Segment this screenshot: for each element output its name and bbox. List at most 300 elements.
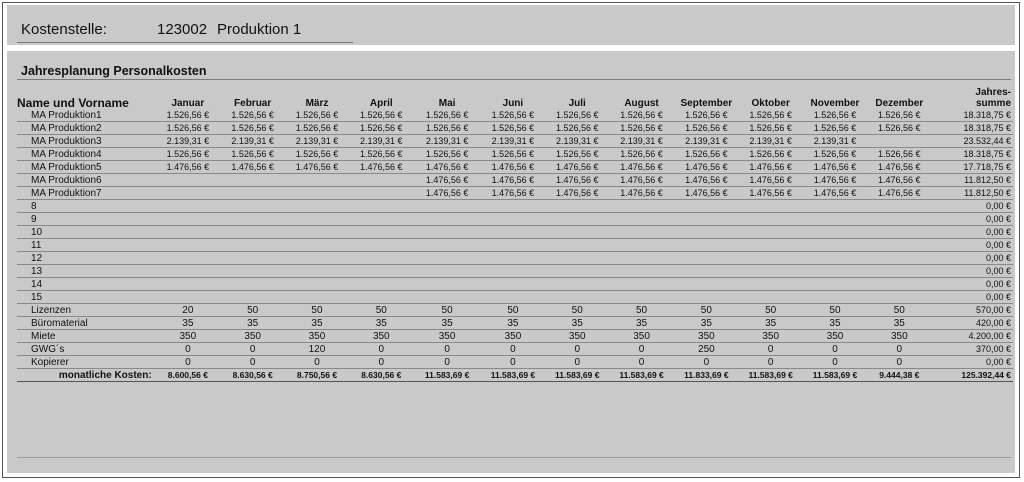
month-value-cell[interactable] bbox=[480, 213, 545, 226]
month-value-cell[interactable] bbox=[480, 239, 545, 252]
month-value-cell[interactable]: 35 bbox=[480, 317, 545, 330]
month-value-cell[interactable]: 350 bbox=[480, 330, 545, 343]
month-value-cell[interactable]: 1.526,56 € bbox=[480, 148, 545, 161]
month-value-cell[interactable]: 2.139,31 € bbox=[349, 135, 414, 148]
month-value-cell[interactable]: 0 bbox=[609, 356, 674, 369]
month-value-cell[interactable] bbox=[285, 239, 348, 252]
month-value-cell[interactable]: 35 bbox=[867, 317, 931, 330]
row-name-cell[interactable]: 9 bbox=[17, 213, 156, 226]
month-value-cell[interactable]: 1.476,56 € bbox=[285, 161, 348, 174]
cost-center-label: Kostenstelle: bbox=[21, 21, 107, 38]
annual-sum-cell: 125.392,44 € bbox=[931, 369, 1013, 382]
month-value-cell[interactable]: 2.139,31 € bbox=[480, 135, 545, 148]
month-value-cell[interactable]: 0 bbox=[349, 343, 414, 356]
month-value-cell[interactable]: 35 bbox=[546, 317, 609, 330]
month-value-cell[interactable]: 2.139,31 € bbox=[674, 135, 738, 148]
month-value-cell[interactable]: 50 bbox=[803, 304, 867, 317]
month-value-cell[interactable] bbox=[285, 265, 348, 278]
month-value-cell[interactable]: 1.476,56 € bbox=[414, 187, 480, 200]
month-value-cell[interactable]: 350 bbox=[156, 330, 220, 343]
month-value-cell[interactable]: 0 bbox=[480, 356, 545, 369]
month-value-cell[interactable] bbox=[480, 252, 545, 265]
month-value-cell[interactable]: 1.476,56 € bbox=[414, 174, 480, 187]
month-value-cell[interactable]: 250 bbox=[674, 343, 738, 356]
month-value-cell[interactable]: 1.476,56 € bbox=[546, 161, 609, 174]
month-value-cell[interactable]: 2.139,31 € bbox=[739, 135, 803, 148]
month-value-cell[interactable]: 1.476,56 € bbox=[739, 187, 803, 200]
month-value-cell[interactable] bbox=[285, 226, 348, 239]
month-value-cell[interactable]: 0 bbox=[674, 356, 738, 369]
month-value-cell[interactable]: 0 bbox=[739, 343, 803, 356]
month-value-cell[interactable] bbox=[220, 278, 285, 291]
employee-row bbox=[17, 200, 1013, 213]
month-value-cell[interactable] bbox=[803, 200, 867, 213]
row-name-cell[interactable]: 14 bbox=[17, 278, 156, 291]
month-value-cell[interactable]: 350 bbox=[285, 330, 348, 343]
month-value-cell[interactable]: 50 bbox=[220, 304, 285, 317]
month-value-cell[interactable] bbox=[803, 213, 867, 226]
month-value-cell[interactable]: 11.583,69 € bbox=[414, 369, 480, 382]
month-value-cell[interactable] bbox=[349, 291, 414, 304]
month-value-cell[interactable]: 1.526,56 € bbox=[803, 148, 867, 161]
month-value-cell[interactable]: 1.476,56 € bbox=[674, 187, 738, 200]
month-value-cell[interactable]: 1.526,56 € bbox=[674, 109, 738, 122]
month-value-cell[interactable] bbox=[220, 239, 285, 252]
month-value-cell[interactable]: 1.526,56 € bbox=[867, 122, 931, 135]
month-value-cell[interactable]: 1.476,56 € bbox=[609, 174, 674, 187]
row-name-cell[interactable]: 11 bbox=[17, 239, 156, 252]
month-value-cell[interactable] bbox=[156, 200, 220, 213]
month-value-cell[interactable] bbox=[349, 226, 414, 239]
month-value-cell[interactable]: 50 bbox=[546, 304, 609, 317]
month-value-cell[interactable] bbox=[867, 200, 931, 213]
month-value-cell[interactable] bbox=[867, 226, 931, 239]
row-name-cell[interactable]: GWG´s bbox=[17, 343, 156, 356]
month-value-cell[interactable] bbox=[220, 174, 285, 187]
annual-sum-cell: 18.318,75 € bbox=[931, 148, 1013, 161]
month-value-cell[interactable] bbox=[803, 239, 867, 252]
month-value-cell[interactable] bbox=[156, 174, 220, 187]
month-value-cell[interactable]: 1.526,56 € bbox=[609, 122, 674, 135]
month-value-cell[interactable] bbox=[285, 213, 348, 226]
month-value-cell[interactable]: 0 bbox=[803, 356, 867, 369]
annual-sum-cell: 0,00 € bbox=[931, 265, 1013, 278]
month-value-cell[interactable] bbox=[803, 291, 867, 304]
employee-row bbox=[17, 291, 1013, 304]
cost-row bbox=[17, 304, 1013, 317]
month-value-cell[interactable]: 1.526,56 € bbox=[739, 109, 803, 122]
month-value-cell[interactable] bbox=[803, 265, 867, 278]
month-value-cell[interactable]: 0 bbox=[480, 343, 545, 356]
month-value-cell[interactable] bbox=[220, 213, 285, 226]
month-value-cell[interactable] bbox=[803, 278, 867, 291]
month-value-cell[interactable] bbox=[156, 239, 220, 252]
month-value-cell[interactable]: 1.476,56 € bbox=[867, 187, 931, 200]
month-value-cell[interactable] bbox=[674, 252, 738, 265]
month-value-cell[interactable]: 50 bbox=[867, 304, 931, 317]
month-value-cell[interactable]: 50 bbox=[414, 304, 480, 317]
month-value-cell[interactable] bbox=[739, 213, 803, 226]
month-value-cell[interactable]: 350 bbox=[867, 330, 931, 343]
month-value-cell[interactable] bbox=[674, 226, 738, 239]
month-value-cell[interactable]: 0 bbox=[349, 356, 414, 369]
month-value-cell[interactable] bbox=[867, 252, 931, 265]
employee-row bbox=[17, 239, 1013, 252]
month-value-cell[interactable] bbox=[480, 226, 545, 239]
month-value-cell[interactable] bbox=[739, 291, 803, 304]
month-value-cell[interactable]: 2.139,31 € bbox=[414, 135, 480, 148]
month-value-cell[interactable]: 1.526,56 € bbox=[220, 122, 285, 135]
month-value-cell[interactable]: 0 bbox=[609, 343, 674, 356]
month-value-cell[interactable]: 0 bbox=[220, 343, 285, 356]
month-value-cell[interactable] bbox=[609, 200, 674, 213]
annual-sum-cell: 4.200,00 € bbox=[931, 330, 1013, 343]
month-value-cell[interactable]: 0 bbox=[803, 343, 867, 356]
month-value-cell[interactable] bbox=[867, 291, 931, 304]
col-header-month: Februar bbox=[234, 98, 272, 109]
month-value-cell[interactable]: 8.750,56 € bbox=[285, 369, 348, 382]
month-value-cell[interactable] bbox=[414, 213, 480, 226]
month-value-cell[interactable] bbox=[739, 239, 803, 252]
row-name-cell[interactable]: 8 bbox=[17, 200, 156, 213]
month-value-cell[interactable] bbox=[414, 226, 480, 239]
month-value-cell[interactable]: 350 bbox=[674, 330, 738, 343]
month-value-cell[interactable] bbox=[674, 265, 738, 278]
month-value-cell[interactable] bbox=[156, 187, 220, 200]
month-value-cell[interactable]: 0 bbox=[739, 356, 803, 369]
month-value-cell[interactable]: 1.476,56 € bbox=[220, 161, 285, 174]
annual-sum-cell: 0,00 € bbox=[931, 226, 1013, 239]
month-value-cell[interactable]: 1.526,56 € bbox=[156, 109, 220, 122]
month-value-cell[interactable] bbox=[414, 278, 480, 291]
month-value-cell[interactable]: 1.526,56 € bbox=[349, 109, 414, 122]
month-value-cell[interactable] bbox=[220, 291, 285, 304]
month-value-cell[interactable]: 1.526,56 € bbox=[414, 148, 480, 161]
month-value-cell[interactable]: 50 bbox=[349, 304, 414, 317]
annual-sum-cell: 18.318,75 € bbox=[931, 122, 1013, 135]
month-value-cell[interactable] bbox=[546, 239, 609, 252]
month-value-cell[interactable] bbox=[480, 278, 545, 291]
month-value-cell[interactable]: 2.139,31 € bbox=[220, 135, 285, 148]
row-name-cell[interactable]: 15 bbox=[17, 291, 156, 304]
row-name-cell[interactable]: 12 bbox=[17, 252, 156, 265]
month-value-cell[interactable] bbox=[414, 200, 480, 213]
col-header-month: Juli bbox=[568, 98, 586, 109]
month-value-cell[interactable] bbox=[867, 135, 931, 148]
personnel-cost-panel bbox=[7, 51, 1015, 473]
month-value-cell[interactable]: 0 bbox=[867, 356, 931, 369]
month-value-cell[interactable]: 1.526,56 € bbox=[220, 148, 285, 161]
month-value-cell[interactable]: 1.476,56 € bbox=[480, 161, 545, 174]
month-value-cell[interactable]: 2.139,31 € bbox=[609, 135, 674, 148]
month-value-cell[interactable]: 350 bbox=[349, 330, 414, 343]
month-value-cell[interactable] bbox=[609, 252, 674, 265]
month-value-cell[interactable]: 120 bbox=[285, 343, 348, 356]
month-value-cell[interactable]: 35 bbox=[414, 317, 480, 330]
month-value-cell[interactable]: 1.526,56 € bbox=[285, 122, 348, 135]
cost-center-code[interactable]: 123002 bbox=[157, 21, 208, 38]
month-value-cell[interactable] bbox=[220, 187, 285, 200]
month-value-cell[interactable]: 0 bbox=[156, 356, 220, 369]
month-value-cell[interactable]: 35 bbox=[674, 317, 738, 330]
row-name-cell[interactable]: Büromaterial bbox=[17, 317, 156, 330]
month-value-cell[interactable] bbox=[546, 265, 609, 278]
cost-center-name[interactable]: Produktion 1 bbox=[217, 21, 302, 38]
annual-sum-cell: 23.532,44 € bbox=[931, 135, 1013, 148]
month-value-cell[interactable] bbox=[609, 278, 674, 291]
row-name-cell[interactable]: MA Produktion7 bbox=[17, 187, 156, 200]
month-value-cell[interactable] bbox=[480, 200, 545, 213]
employee-row bbox=[17, 252, 1013, 265]
month-value-cell[interactable] bbox=[156, 278, 220, 291]
month-value-cell[interactable] bbox=[349, 187, 414, 200]
month-value-cell[interactable]: 1.526,56 € bbox=[349, 148, 414, 161]
month-value-cell[interactable] bbox=[546, 213, 609, 226]
month-value-cell[interactable]: 1.476,56 € bbox=[609, 187, 674, 200]
month-value-cell[interactable] bbox=[803, 226, 867, 239]
month-value-cell[interactable]: 1.526,56 € bbox=[739, 148, 803, 161]
month-value-cell[interactable]: 1.476,56 € bbox=[480, 174, 545, 187]
row-name-cell[interactable]: MA Produktion6 bbox=[17, 174, 156, 187]
month-value-cell[interactable]: 1.526,56 € bbox=[546, 122, 609, 135]
month-value-cell[interactable]: 8.600,56 € bbox=[156, 369, 220, 382]
month-value-cell[interactable] bbox=[546, 291, 609, 304]
month-value-cell[interactable]: 50 bbox=[739, 304, 803, 317]
month-value-cell[interactable] bbox=[220, 252, 285, 265]
month-value-cell[interactable] bbox=[739, 200, 803, 213]
month-value-cell[interactable]: 1.476,56 € bbox=[739, 174, 803, 187]
month-value-cell[interactable]: 35 bbox=[349, 317, 414, 330]
month-value-cell[interactable] bbox=[220, 265, 285, 278]
month-value-cell[interactable] bbox=[609, 291, 674, 304]
month-value-cell[interactable] bbox=[414, 291, 480, 304]
month-value-cell[interactable] bbox=[349, 200, 414, 213]
month-value-cell[interactable]: 1.476,56 € bbox=[867, 161, 931, 174]
month-value-cell[interactable] bbox=[609, 265, 674, 278]
month-value-cell[interactable]: 1.476,56 € bbox=[156, 161, 220, 174]
month-value-cell[interactable]: 11.583,69 € bbox=[546, 369, 609, 382]
month-value-cell[interactable]: 1.476,56 € bbox=[674, 174, 738, 187]
annual-sum-cell: 11.812,50 € bbox=[931, 187, 1013, 200]
month-value-cell[interactable]: 1.526,56 € bbox=[285, 109, 348, 122]
row-name-cell[interactable]: MA Produktion1 bbox=[17, 109, 156, 122]
row-name-cell[interactable]: 10 bbox=[17, 226, 156, 239]
month-value-cell[interactable]: 1.476,56 € bbox=[803, 161, 867, 174]
month-value-cell[interactable]: 0 bbox=[285, 356, 348, 369]
month-value-cell[interactable]: 1.526,56 € bbox=[867, 148, 931, 161]
month-value-cell[interactable]: 0 bbox=[546, 343, 609, 356]
month-value-cell[interactable] bbox=[156, 226, 220, 239]
month-value-cell[interactable] bbox=[480, 265, 545, 278]
month-value-cell[interactable] bbox=[349, 265, 414, 278]
month-value-cell[interactable]: 350 bbox=[414, 330, 480, 343]
month-value-cell[interactable]: 0 bbox=[867, 343, 931, 356]
month-value-cell[interactable]: 1.476,56 € bbox=[414, 161, 480, 174]
month-value-cell[interactable]: 1.526,56 € bbox=[480, 109, 545, 122]
month-value-cell[interactable] bbox=[867, 265, 931, 278]
month-value-cell[interactable]: 1.526,56 € bbox=[674, 148, 738, 161]
month-value-cell[interactable] bbox=[867, 239, 931, 252]
month-value-cell[interactable]: 1.526,56 € bbox=[674, 122, 738, 135]
month-value-cell[interactable] bbox=[349, 278, 414, 291]
month-value-cell[interactable] bbox=[609, 213, 674, 226]
employee-row bbox=[17, 187, 1013, 200]
month-value-cell[interactable] bbox=[156, 213, 220, 226]
month-value-cell[interactable] bbox=[739, 278, 803, 291]
month-value-cell[interactable]: 50 bbox=[609, 304, 674, 317]
month-value-cell[interactable] bbox=[414, 239, 480, 252]
month-value-cell[interactable]: 35 bbox=[285, 317, 348, 330]
month-value-cell[interactable]: 1.476,56 € bbox=[867, 174, 931, 187]
month-value-cell[interactable]: 350 bbox=[546, 330, 609, 343]
month-value-cell[interactable]: 2.139,31 € bbox=[803, 135, 867, 148]
month-value-cell[interactable]: 1.476,56 € bbox=[349, 161, 414, 174]
month-value-cell[interactable] bbox=[349, 174, 414, 187]
month-value-cell[interactable]: 1.526,56 € bbox=[156, 122, 220, 135]
month-value-cell[interactable]: 1.526,56 € bbox=[546, 148, 609, 161]
month-value-cell[interactable] bbox=[803, 252, 867, 265]
month-value-cell[interactable]: 1.476,56 € bbox=[480, 187, 545, 200]
month-value-cell[interactable] bbox=[480, 291, 545, 304]
row-name-cell[interactable]: Miete bbox=[17, 330, 156, 343]
month-value-cell[interactable] bbox=[609, 226, 674, 239]
month-value-cell[interactable]: 11.583,69 € bbox=[803, 369, 867, 382]
month-value-cell[interactable] bbox=[546, 200, 609, 213]
month-value-cell[interactable]: 50 bbox=[674, 304, 738, 317]
month-value-cell[interactable]: 1.526,56 € bbox=[609, 148, 674, 161]
month-value-cell[interactable]: 1.526,56 € bbox=[803, 109, 867, 122]
row-name-cell[interactable]: MA Produktion4 bbox=[17, 148, 156, 161]
month-value-cell[interactable] bbox=[546, 252, 609, 265]
month-value-cell[interactable]: 1.526,56 € bbox=[349, 122, 414, 135]
row-name-cell[interactable]: MA Produktion5 bbox=[17, 161, 156, 174]
month-value-cell[interactable]: 0 bbox=[414, 343, 480, 356]
row-name-cell[interactable]: 13 bbox=[17, 265, 156, 278]
month-value-cell[interactable]: 1.476,56 € bbox=[546, 174, 609, 187]
month-value-cell[interactable]: 11.583,69 € bbox=[609, 369, 674, 382]
month-value-cell[interactable] bbox=[609, 239, 674, 252]
month-value-cell[interactable] bbox=[674, 291, 738, 304]
employee-row bbox=[17, 148, 1013, 161]
month-value-cell[interactable]: 8.630,56 € bbox=[349, 369, 414, 382]
month-value-cell[interactable] bbox=[285, 291, 348, 304]
month-value-cell[interactable] bbox=[285, 174, 348, 187]
month-value-cell[interactable]: 1.526,56 € bbox=[803, 122, 867, 135]
month-value-cell[interactable] bbox=[739, 252, 803, 265]
month-value-cell[interactable]: 0 bbox=[546, 356, 609, 369]
month-value-cell[interactable]: 1.526,56 € bbox=[414, 109, 480, 122]
month-value-cell[interactable] bbox=[546, 278, 609, 291]
month-value-cell[interactable]: 1.476,56 € bbox=[546, 187, 609, 200]
month-value-cell[interactable]: 50 bbox=[480, 304, 545, 317]
month-value-cell[interactable]: 0 bbox=[156, 343, 220, 356]
month-value-cell[interactable] bbox=[285, 278, 348, 291]
month-value-cell[interactable] bbox=[285, 200, 348, 213]
month-value-cell[interactable] bbox=[674, 239, 738, 252]
month-value-cell[interactable] bbox=[285, 187, 348, 200]
month-value-cell[interactable]: 35 bbox=[220, 317, 285, 330]
month-value-cell[interactable] bbox=[349, 239, 414, 252]
row-name-cell[interactable]: Lizenzen bbox=[17, 304, 156, 317]
month-value-cell[interactable]: 1.526,56 € bbox=[739, 122, 803, 135]
month-value-cell[interactable] bbox=[220, 200, 285, 213]
month-value-cell[interactable] bbox=[674, 200, 738, 213]
month-value-cell[interactable]: 350 bbox=[220, 330, 285, 343]
month-value-cell[interactable] bbox=[867, 213, 931, 226]
month-value-cell[interactable] bbox=[349, 252, 414, 265]
month-value-cell[interactable]: 1.476,56 € bbox=[609, 161, 674, 174]
month-value-cell[interactable]: 1.526,56 € bbox=[220, 109, 285, 122]
month-value-cell[interactable]: 50 bbox=[285, 304, 348, 317]
month-value-cell[interactable]: 9.444,38 € bbox=[867, 369, 931, 382]
month-value-cell[interactable]: 35 bbox=[803, 317, 867, 330]
month-value-cell[interactable]: 1.526,56 € bbox=[414, 122, 480, 135]
month-value-cell[interactable] bbox=[674, 213, 738, 226]
row-name-cell[interactable]: MA Produktion3 bbox=[17, 135, 156, 148]
month-value-cell[interactable] bbox=[156, 291, 220, 304]
month-value-cell[interactable] bbox=[674, 278, 738, 291]
month-value-cell[interactable]: 1.476,56 € bbox=[803, 187, 867, 200]
month-value-cell[interactable]: 8.630,56 € bbox=[220, 369, 285, 382]
month-value-cell[interactable] bbox=[546, 226, 609, 239]
month-value-cell[interactable] bbox=[414, 252, 480, 265]
month-value-cell[interactable] bbox=[285, 252, 348, 265]
month-value-cell[interactable]: 35 bbox=[156, 317, 220, 330]
month-value-cell[interactable]: 11.583,69 € bbox=[480, 369, 545, 382]
month-value-cell[interactable]: 1.526,56 € bbox=[156, 148, 220, 161]
month-value-cell[interactable] bbox=[220, 226, 285, 239]
row-name-cell[interactable]: MA Produktion2 bbox=[17, 122, 156, 135]
employee-row bbox=[17, 174, 1013, 187]
month-value-cell[interactable]: 1.476,56 € bbox=[674, 161, 738, 174]
row-name-cell[interactable]: monatliche Kosten: bbox=[17, 369, 156, 382]
month-value-cell[interactable]: 1.526,56 € bbox=[609, 109, 674, 122]
month-value-cell[interactable] bbox=[739, 226, 803, 239]
month-value-cell[interactable]: 1.526,56 € bbox=[285, 148, 348, 161]
month-value-cell[interactable] bbox=[349, 213, 414, 226]
month-value-cell[interactable]: 11.833,69 € bbox=[674, 369, 738, 382]
month-value-cell[interactable]: 1.526,56 € bbox=[480, 122, 545, 135]
section-title: Jahresplanung Personalkosten bbox=[21, 64, 207, 78]
row-name-cell[interactable]: Kopierer bbox=[17, 356, 156, 369]
month-value-cell[interactable]: 1.526,56 € bbox=[546, 109, 609, 122]
month-value-cell[interactable]: 350 bbox=[803, 330, 867, 343]
month-value-cell[interactable]: 2.139,31 € bbox=[285, 135, 348, 148]
month-value-cell[interactable]: 1.526,56 € bbox=[867, 109, 931, 122]
month-value-cell[interactable] bbox=[739, 265, 803, 278]
month-value-cell[interactable]: 0 bbox=[220, 356, 285, 369]
window-frame bbox=[2, 2, 1020, 478]
month-value-cell[interactable]: 2.139,31 € bbox=[156, 135, 220, 148]
month-value-cell[interactable] bbox=[867, 278, 931, 291]
cost-center-header bbox=[7, 5, 1015, 45]
month-value-cell[interactable]: 350 bbox=[609, 330, 674, 343]
month-value-cell[interactable]: 11.583,69 € bbox=[739, 369, 803, 382]
month-value-cell[interactable]: 1.476,56 € bbox=[739, 161, 803, 174]
month-value-cell[interactable]: 35 bbox=[739, 317, 803, 330]
month-value-cell[interactable]: 0 bbox=[414, 356, 480, 369]
month-value-cell[interactable] bbox=[156, 252, 220, 265]
month-value-cell[interactable] bbox=[414, 265, 480, 278]
employee-row bbox=[17, 109, 1013, 122]
month-value-cell[interactable]: 35 bbox=[609, 317, 674, 330]
annual-sum-cell: 11.812,50 € bbox=[931, 174, 1013, 187]
month-value-cell[interactable] bbox=[156, 265, 220, 278]
month-value-cell[interactable]: 350 bbox=[739, 330, 803, 343]
month-value-cell[interactable]: 20 bbox=[156, 304, 220, 317]
month-value-cell[interactable]: 1.476,56 € bbox=[803, 174, 867, 187]
month-value-cell[interactable]: 2.139,31 € bbox=[546, 135, 609, 148]
